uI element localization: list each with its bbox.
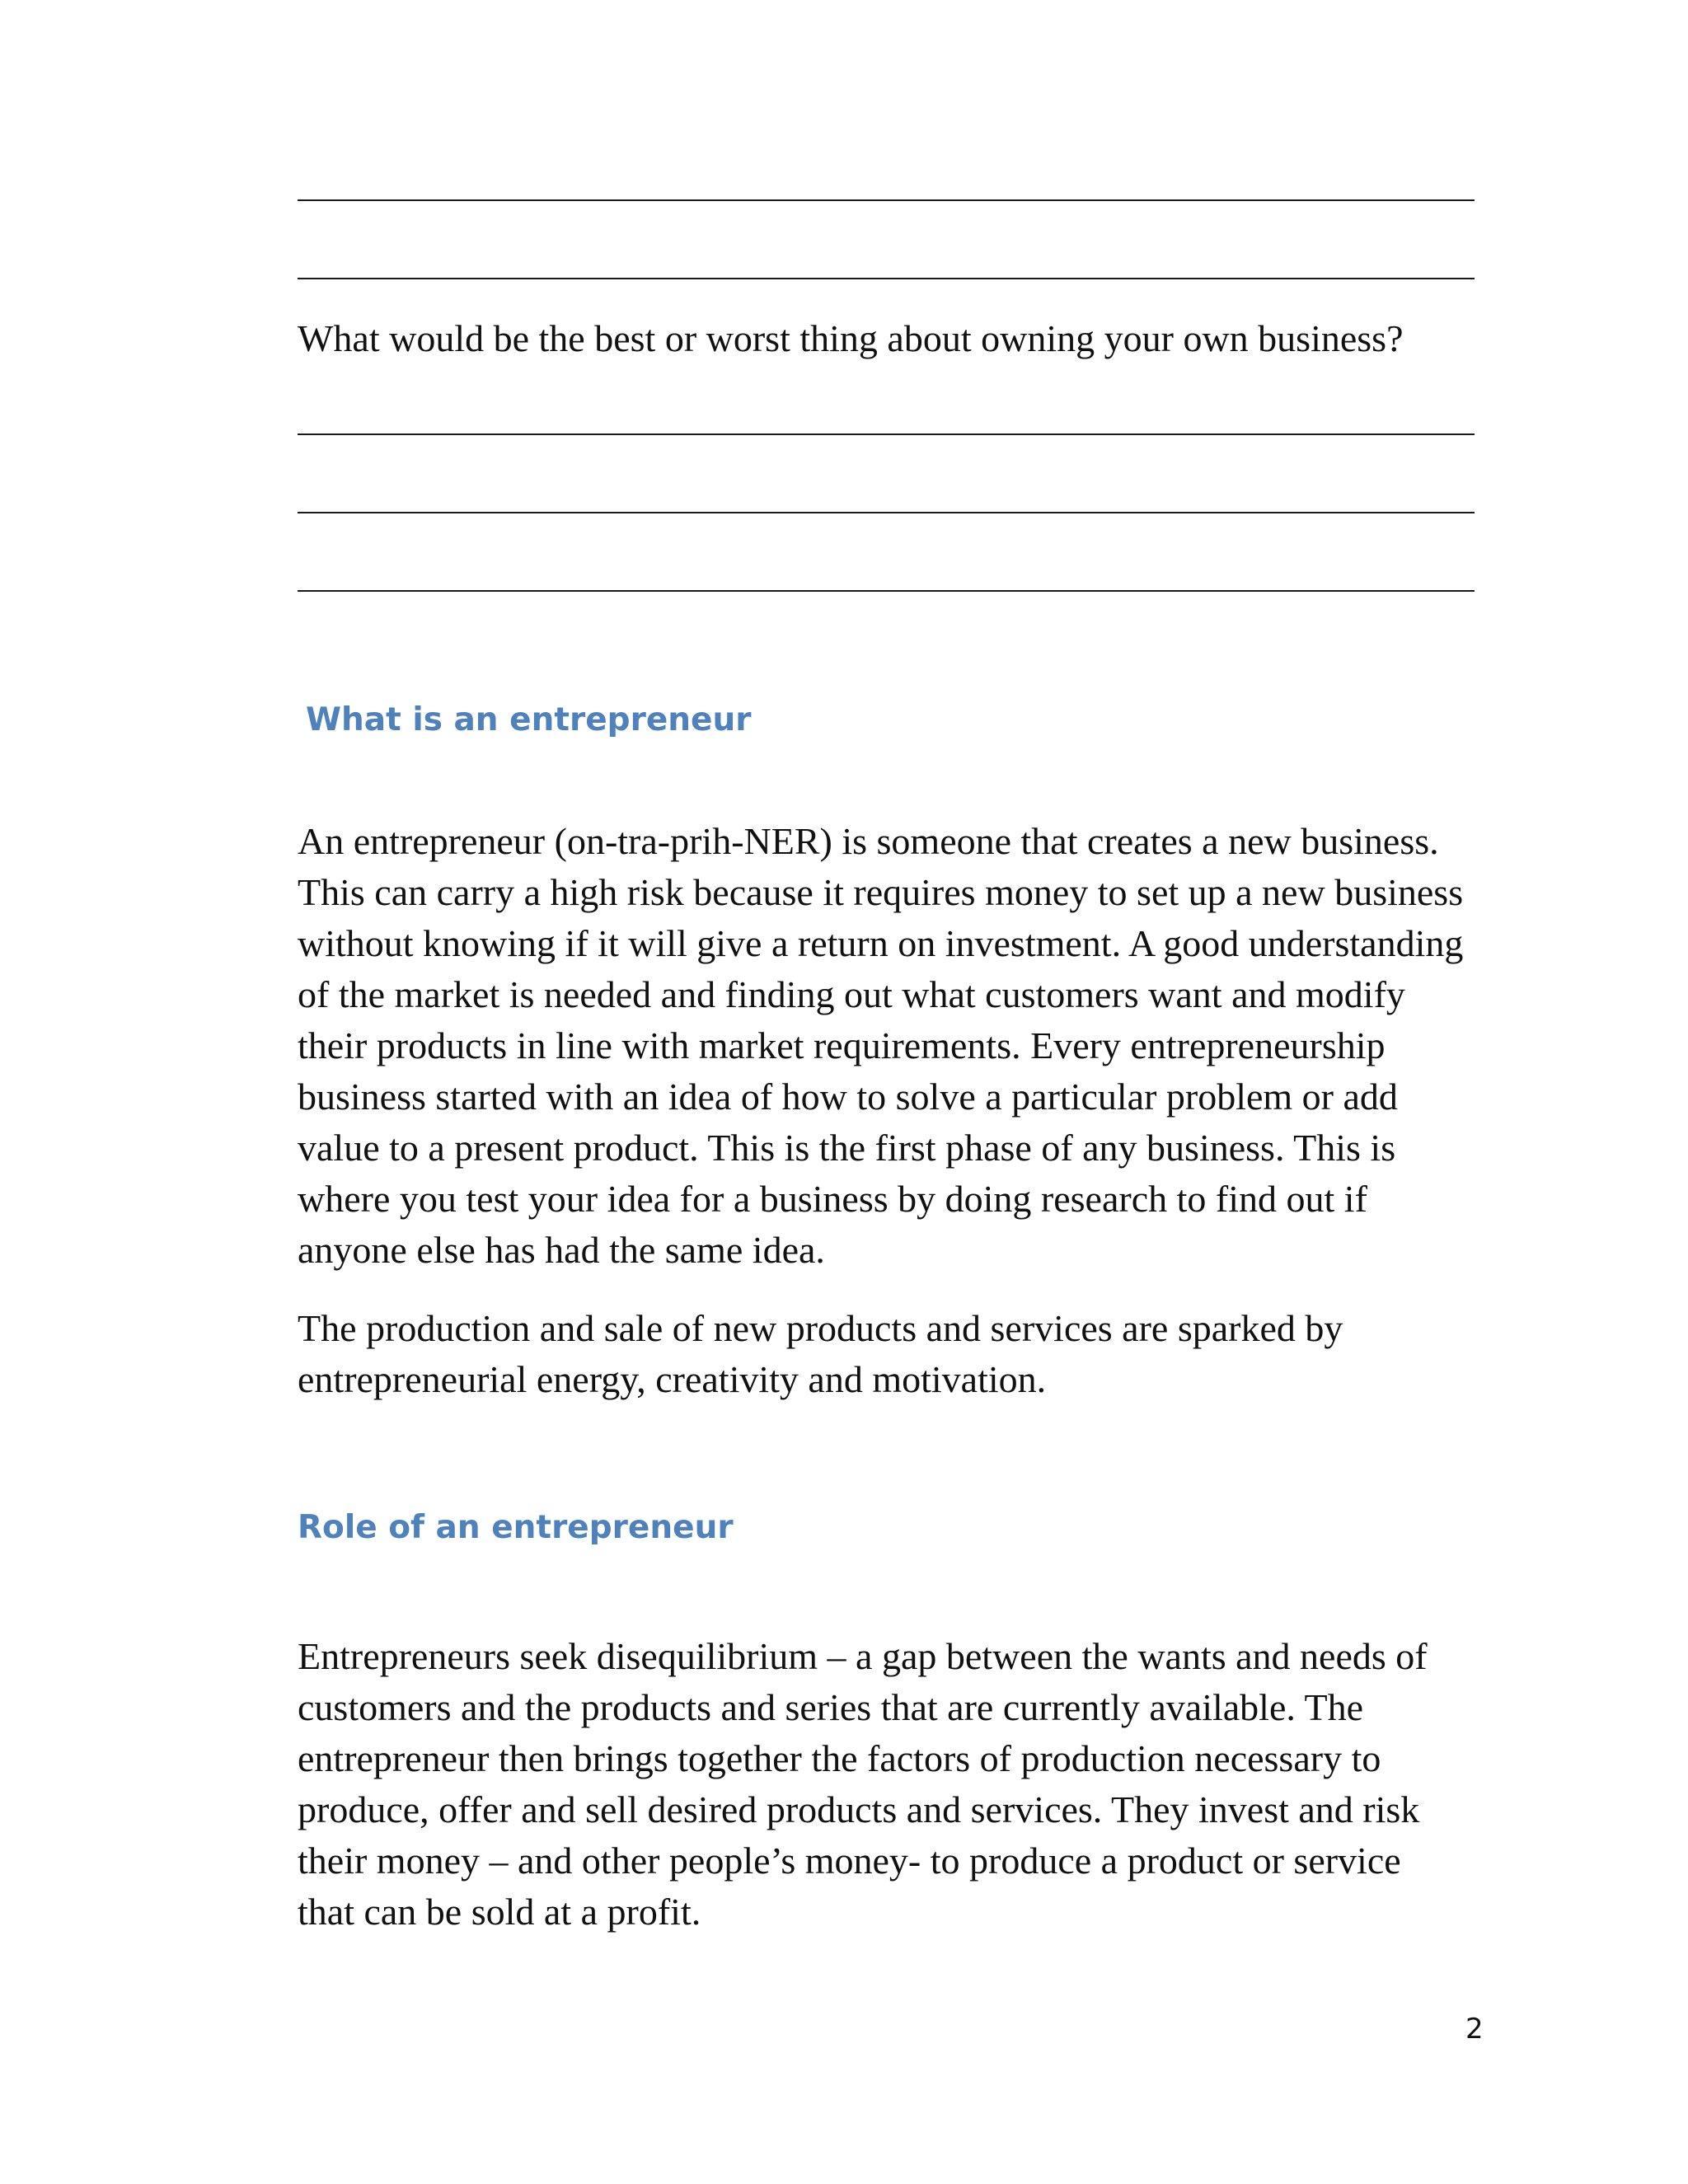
paragraph-production-sale <box>298 1303 1493 1405</box>
paragraph-entrepreneur-definition <box>298 816 1493 1276</box>
answer-line <box>298 278 1475 279</box>
paragraph-line: An entrepreneur (on-tra-prih-NER) is someone that creates a new business. <box>298 820 1439 862</box>
paragraph-line: This can carry a high risk because it requires money to set up a new business <box>298 871 1464 913</box>
section-heading-what-is: What is an entrepreneur <box>306 701 752 738</box>
paragraph-line: The production and sale of new products and services are sparked by <box>298 1307 1343 1349</box>
paragraph-line: of the market is needed and finding out what customers want and modify <box>298 973 1405 1015</box>
section-heading-role: Role of an entrepreneur <box>298 1509 734 1546</box>
page-number: 2 <box>1465 2013 1484 2046</box>
paragraph-line: value to a present product. This is the first phase of any business. This is <box>298 1127 1396 1169</box>
answer-line <box>298 590 1475 592</box>
paragraph-line: their products in line with market requirements. Every entrepreneurship <box>298 1024 1386 1066</box>
answer-line <box>298 512 1475 513</box>
paragraph-line: Entrepreneurs seek disequilibrium – a gap between the wants and needs of <box>298 1635 1428 1677</box>
paragraph-line: produce, offer and sell desired products and services. They invest and risk <box>298 1788 1420 1830</box>
paragraph-role <box>298 1631 1493 1938</box>
paragraph-line: business started with an idea of how to solve a particular problem or add <box>298 1076 1398 1118</box>
paragraph-line: customers and the products and series that are currently available. The <box>298 1686 1364 1728</box>
answer-line <box>298 199 1475 201</box>
paragraph-line: where you test your idea for a business by doing research to find out if <box>298 1178 1367 1220</box>
paragraph-line: without knowing if it will give a return on investment. A good understanding <box>298 922 1464 964</box>
paragraph-line: their money – and other people’s money- to produce a product or service <box>298 1840 1401 1882</box>
answer-line <box>298 434 1475 435</box>
paragraph-line: entrepreneurial energy, creativity and motivation. <box>298 1358 1047 1400</box>
paragraph-line: that can be sold at a profit. <box>298 1891 701 1933</box>
question-text: What would be the best or worst thing about owning your own business? <box>298 317 1404 359</box>
paragraph-line: entrepreneur then brings together the factors of production necessary to <box>298 1737 1381 1779</box>
paragraph-line: anyone else has had the same idea. <box>298 1229 825 1271</box>
